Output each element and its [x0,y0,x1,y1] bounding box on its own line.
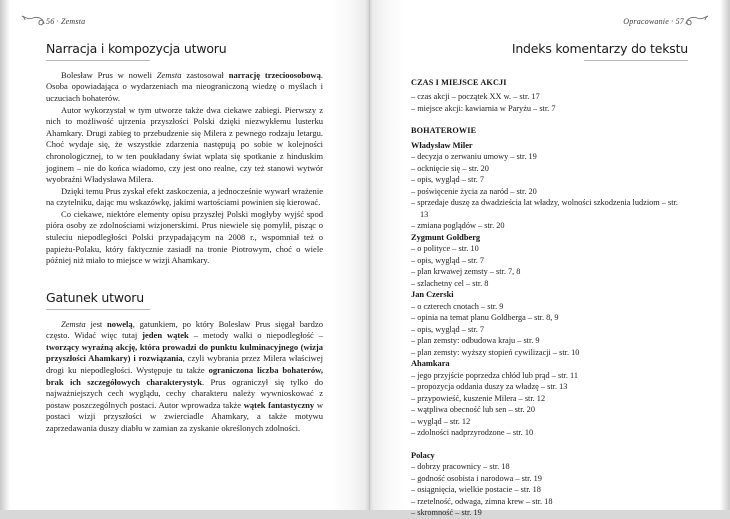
index-group-spacer [411,114,688,125]
index-entry: – opis, wygląd – str. 7 [411,255,485,265]
index-entry: – sprzedaje duszę za dwadzieścia lat władzy, wolności szkodzenia ludziom – str. 13 [411,198,678,219]
italic-run: Zemsta [156,69,182,80]
section-heading-narracja: Narracja i kompozycja utworu [46,41,227,56]
index-subheading: Władysław Miler [411,140,473,150]
flourish-icon [684,13,710,29]
text-run: Dzięki temu Prus zyskał efekt zaskoczenia, a jednocześnie wywarł wrażenie na czytelniku, dając mu wskazówkę, jakimi wartościami powinien się kierować. [46,185,323,208]
bold-run: jeden wątek [142,330,189,341]
index-entry: – poświęcenie życia za naród – str. 20 [411,186,537,196]
heading-rule [46,309,150,310]
italic-run: Zemsta [61,318,86,329]
text-run: , gatunkiem, po który Bolesław Prus sięgał bardzo często. Widać więc tutaj [46,318,323,341]
index-entry: – skromność – str. 19 [411,508,482,518]
index-title: Indeks komentarzy do tekstu [511,41,688,56]
section-body-narracja [46,70,323,267]
index-entry: – osiągnięcia, wielkie postacie – str. 18 [411,485,541,495]
index-entry: – plan krwawej zemsty – str. 7, 8 [411,267,521,277]
text-run: – metody walki o niepodległość – [188,330,323,341]
index-entry: – dobrzy pracownicy – str. 18 [411,462,510,472]
bold-run: tworzący wyraźną akcję, która prowadzi do punktu kulminacyjnego (wizja przyszłości Ahamkary) i rozwiązania [46,341,323,364]
body-paragraph [46,186,323,209]
section-body-gatunek [46,319,323,435]
text-run: Bolesław Prus w noweli [61,69,157,80]
section-heading-gatunek: Gatunek utworu [46,289,144,305]
text-run: Autor wykorzystał w tym utworze także dwa ciekawe zabiegi. Pierwszy z nich to możliwość ujrzenia przyszłości Polski dzięki niezwykłemu lusterku Ahamkary. Drugi zabieg to przebudzenie się Milera z pewnego rodzaju letargu. Choć wydaje się, że wszystkie zdarzenia następują po sobie w kolejności chronologicznej, to w ten poukładany świat wplata się spotkanie z hinduskim joginem – nie do końca wiadomo, czy jest ono realne, czy też stanowi wytwór wyobraźni Władysława Milera. [46,104,323,185]
index-entry: – szlachetny cel – str. 8 [411,278,489,288]
left-page-column [46,42,323,435]
index-subheading: Zygmunt Goldberg [411,232,481,242]
heading-rule [46,60,150,61]
index-subheading: Ahamkara [411,359,450,369]
index-entry: – decyzja o zerwaniu umowy – str. 19 [411,152,537,162]
index-entry: – propozycja oddania duszy za władzę – str. 13 [411,382,568,392]
index-entry: – opinia na temat planu Goldberga – str. 8, 9 [411,313,559,323]
running-head-right: Opracowanie · 57 [623,17,684,26]
index-entry: – przypowieść, kuszenie Milera – str. 12 [411,393,546,403]
index-group-heading: BOHATEROWIE [411,126,477,136]
index-entry: – opis, wygląd – str. 7 [411,175,485,185]
index-entry: – zdolności nadprzyrodzone – str. 10 [411,428,534,438]
text-run: , czyli wybrania przez Milera właściwej drogi ku niepodległości. Występuje tu także [46,353,323,375]
body-paragraph [46,105,323,186]
text-run: w postaci wizji przyszłości w zwierciadle Ahamkary, a także motywu zaprzedawania duszy diabłu w zamian za zyskanie określonych zdolności. [46,399,324,433]
index-entry: – miejsce akcji: kawiarnia w Paryżu – str. 7 [411,103,556,113]
bold-run: narrację trzecioosobową [228,69,321,80]
index-entry: – o polityce – str. 10 [411,244,479,254]
index-group [411,125,688,518]
index-entry: – jego przyjście poprzedza chłód lub prąd – str. 11 [411,370,578,380]
index-group [411,77,688,114]
body-paragraph [46,209,323,267]
text-run: jest [85,318,108,329]
index-entry: – wątpliwa obecność lub sen – str. 20 [411,405,535,415]
bold-run: nowelą [107,318,133,329]
index-subheading: Polacy [411,450,435,460]
flourish-icon [20,13,46,29]
index-groups [411,77,688,519]
index-entry: – o czterech cnotach – str. 9 [411,301,504,311]
body-paragraph [46,319,323,435]
index-entry: – zmiana poglądów – str. 20 [411,221,505,231]
index-entry: – plan zemsty: odbudowa kraju – str. 9 [411,336,540,346]
index-entry: – opis, wygląd – str. 7 [411,324,485,334]
section-spacer [46,267,323,291]
index-spacer [411,439,688,450]
text-run: . Prus ograniczył się tylko do najważniejszych cech wyglądu, cechy charakteru należy wywnioskować z postaw poszczególnych postaci. Autor wprowadza także [46,376,324,410]
index-entry: – plan zemsty: wyższy stopień cywilizacji – str. 10 [411,347,580,357]
body-paragraph [46,70,323,105]
left-page [0,0,365,510]
index-entry: – czas akcji – początek XX w. – str. 17 [411,92,540,102]
index-entry: – rzetelność, odwaga, zimna krew – str. 18 [411,496,553,506]
text-run: zastosował [181,69,229,80]
index-group-heading: CZAS I MIEJSCE AKCJI [411,77,507,87]
index-title-rule [584,60,688,61]
text-run: Co ciekawe, niektóre elementy opisu przyszłej Polski mogłyby wyjść spod pióra osoby ze zdolnościami wizjonerskimi. Prus niewiele się pomylił, pisząc o stuleciu niepodległości Polski przypadającym na 2008 r., wspomniał też o papieżu-Polaku, który faktycznie zasiadł na tronie Piotrowym, choć o wiele później niż miało to miejsce w wizji Ahamkary. [46,208,323,266]
right-page-column [411,42,688,519]
running-head-left: 56 · Zemsta [46,17,86,26]
index-entry: – wygląd – str. 12 [411,416,471,426]
right-page [365,0,730,518]
text-run: . Osoba opowiadająca o wydarzeniach ma nieograniczoną wiedzę o myślach i uczuciach bohaterów. [46,69,323,103]
index-entry: – ocknięcie się – str. 20 [411,163,489,173]
index-entry: – godność osobista i narodowa – str. 19 [411,473,542,483]
bold-run: ograniczona liczba bohaterów, brak ich szczegółowych charakterystyk [46,364,323,387]
bold-run: wątek fantastyczny [243,399,315,410]
index-subheading: Jan Czerski [411,290,454,300]
